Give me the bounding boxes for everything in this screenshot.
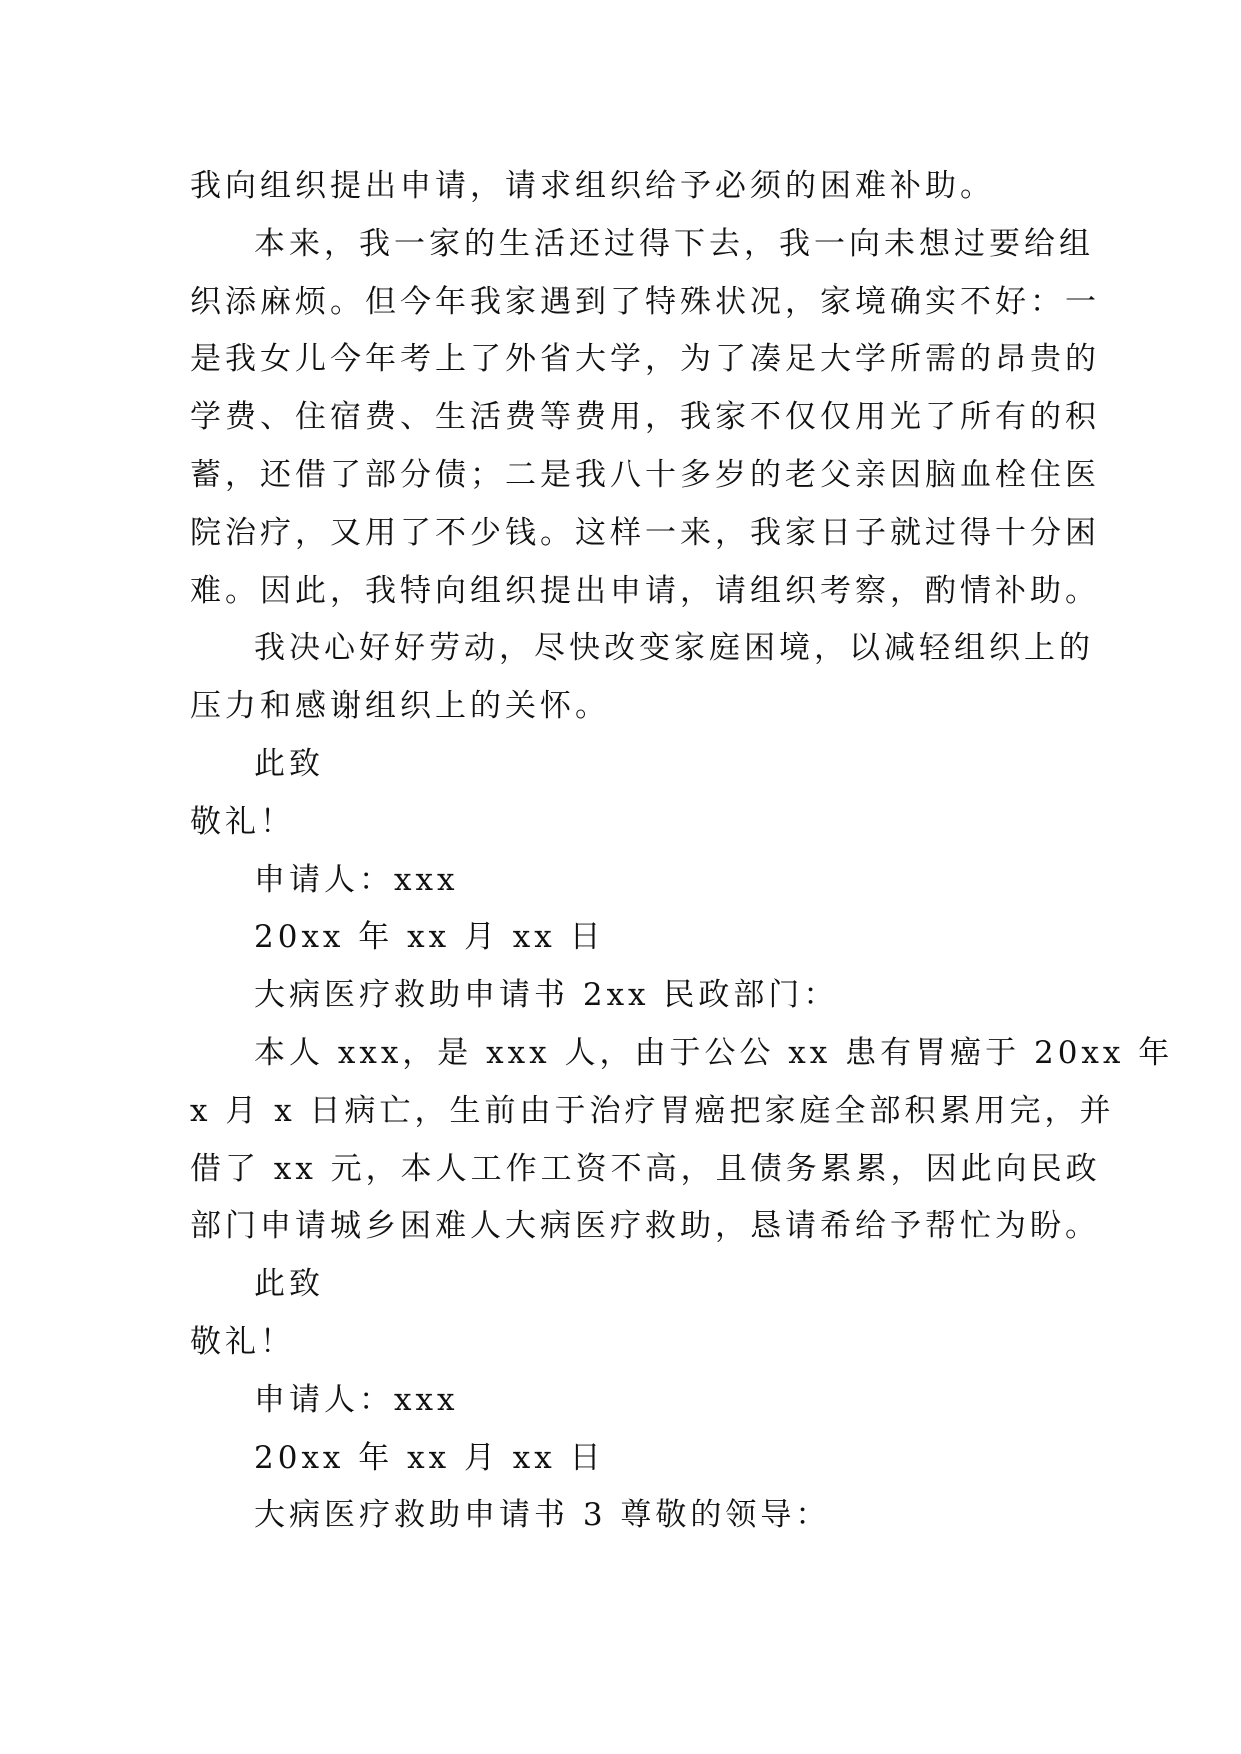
- closing-salutation-2: 此致: [254, 1266, 324, 1303]
- text-line-8: 难。因此，我特向组织提出申请，请组织考察，酌情补助。: [190, 572, 1100, 609]
- applicant-signature: 申请人：xxx: [254, 861, 459, 898]
- text-line-4: 是我女儿今年考上了外省大学，为了凑足大学所需的昂贵的: [190, 341, 1100, 378]
- text-line-6: 蓄，还借了部分债；二是我八十多岁的老父亲因脑血栓住医: [190, 456, 1100, 493]
- closing-regards-2: 敬礼！: [190, 1323, 295, 1360]
- signature-date-2: 20xx 年 xx 月 xx 日: [254, 1439, 605, 1476]
- text-line-5: 学费、住宿费、生活费等费用，我家不仅仅用光了所有的积: [190, 399, 1100, 436]
- text-line-17: x 月 x 日病亡，生前由于治疗胃癌把家庭全部积累用完，并: [190, 1092, 1115, 1129]
- applicant-signature-2: 申请人：xxx: [254, 1381, 459, 1418]
- closing-regards: 敬礼！: [190, 803, 295, 840]
- signature-date: 20xx 年 xx 月 xx 日: [254, 919, 605, 956]
- text-line-16: 本人 xxx，是 xxx 人，由于公公 xx 患有胃癌于 20xx 年: [254, 1034, 1174, 1071]
- text-line-18: 借了 xx 元，本人工作工资不高，且债务累累，因此向民政: [190, 1150, 1101, 1187]
- text-line-3: 织添麻烦。但今年我家遇到了特殊状况，家境确实不好：一: [190, 283, 1100, 320]
- text-line-19: 部门申请城乡困难人大病医疗救助，恳请希给予帮忙为盼。: [190, 1208, 1100, 1245]
- closing-salutation: 此致: [254, 745, 324, 782]
- section-heading-3: 大病医疗救助申请书 3 尊敬的领导：: [254, 1497, 831, 1534]
- text-line-9: 我决心好好劳动，尽快改变家庭困境，以减轻组织上的: [254, 630, 1094, 667]
- text-line-1: 我向组织提出申请，请求组织给予必须的困难补助。: [190, 168, 995, 204]
- section-heading-2: 大病医疗救助申请书 2xx 民政部门：: [254, 977, 839, 1014]
- text-line-10: 压力和感谢组织上的关怀。: [190, 688, 610, 725]
- text-line-7: 院治疗，又用了不少钱。这样一来，我家日子就过得十分困: [190, 514, 1100, 551]
- document-body: [190, 158, 1174, 1545]
- text-line-2: 本来，我一家的生活还过得下去，我一向未想过要给组: [254, 225, 1094, 262]
